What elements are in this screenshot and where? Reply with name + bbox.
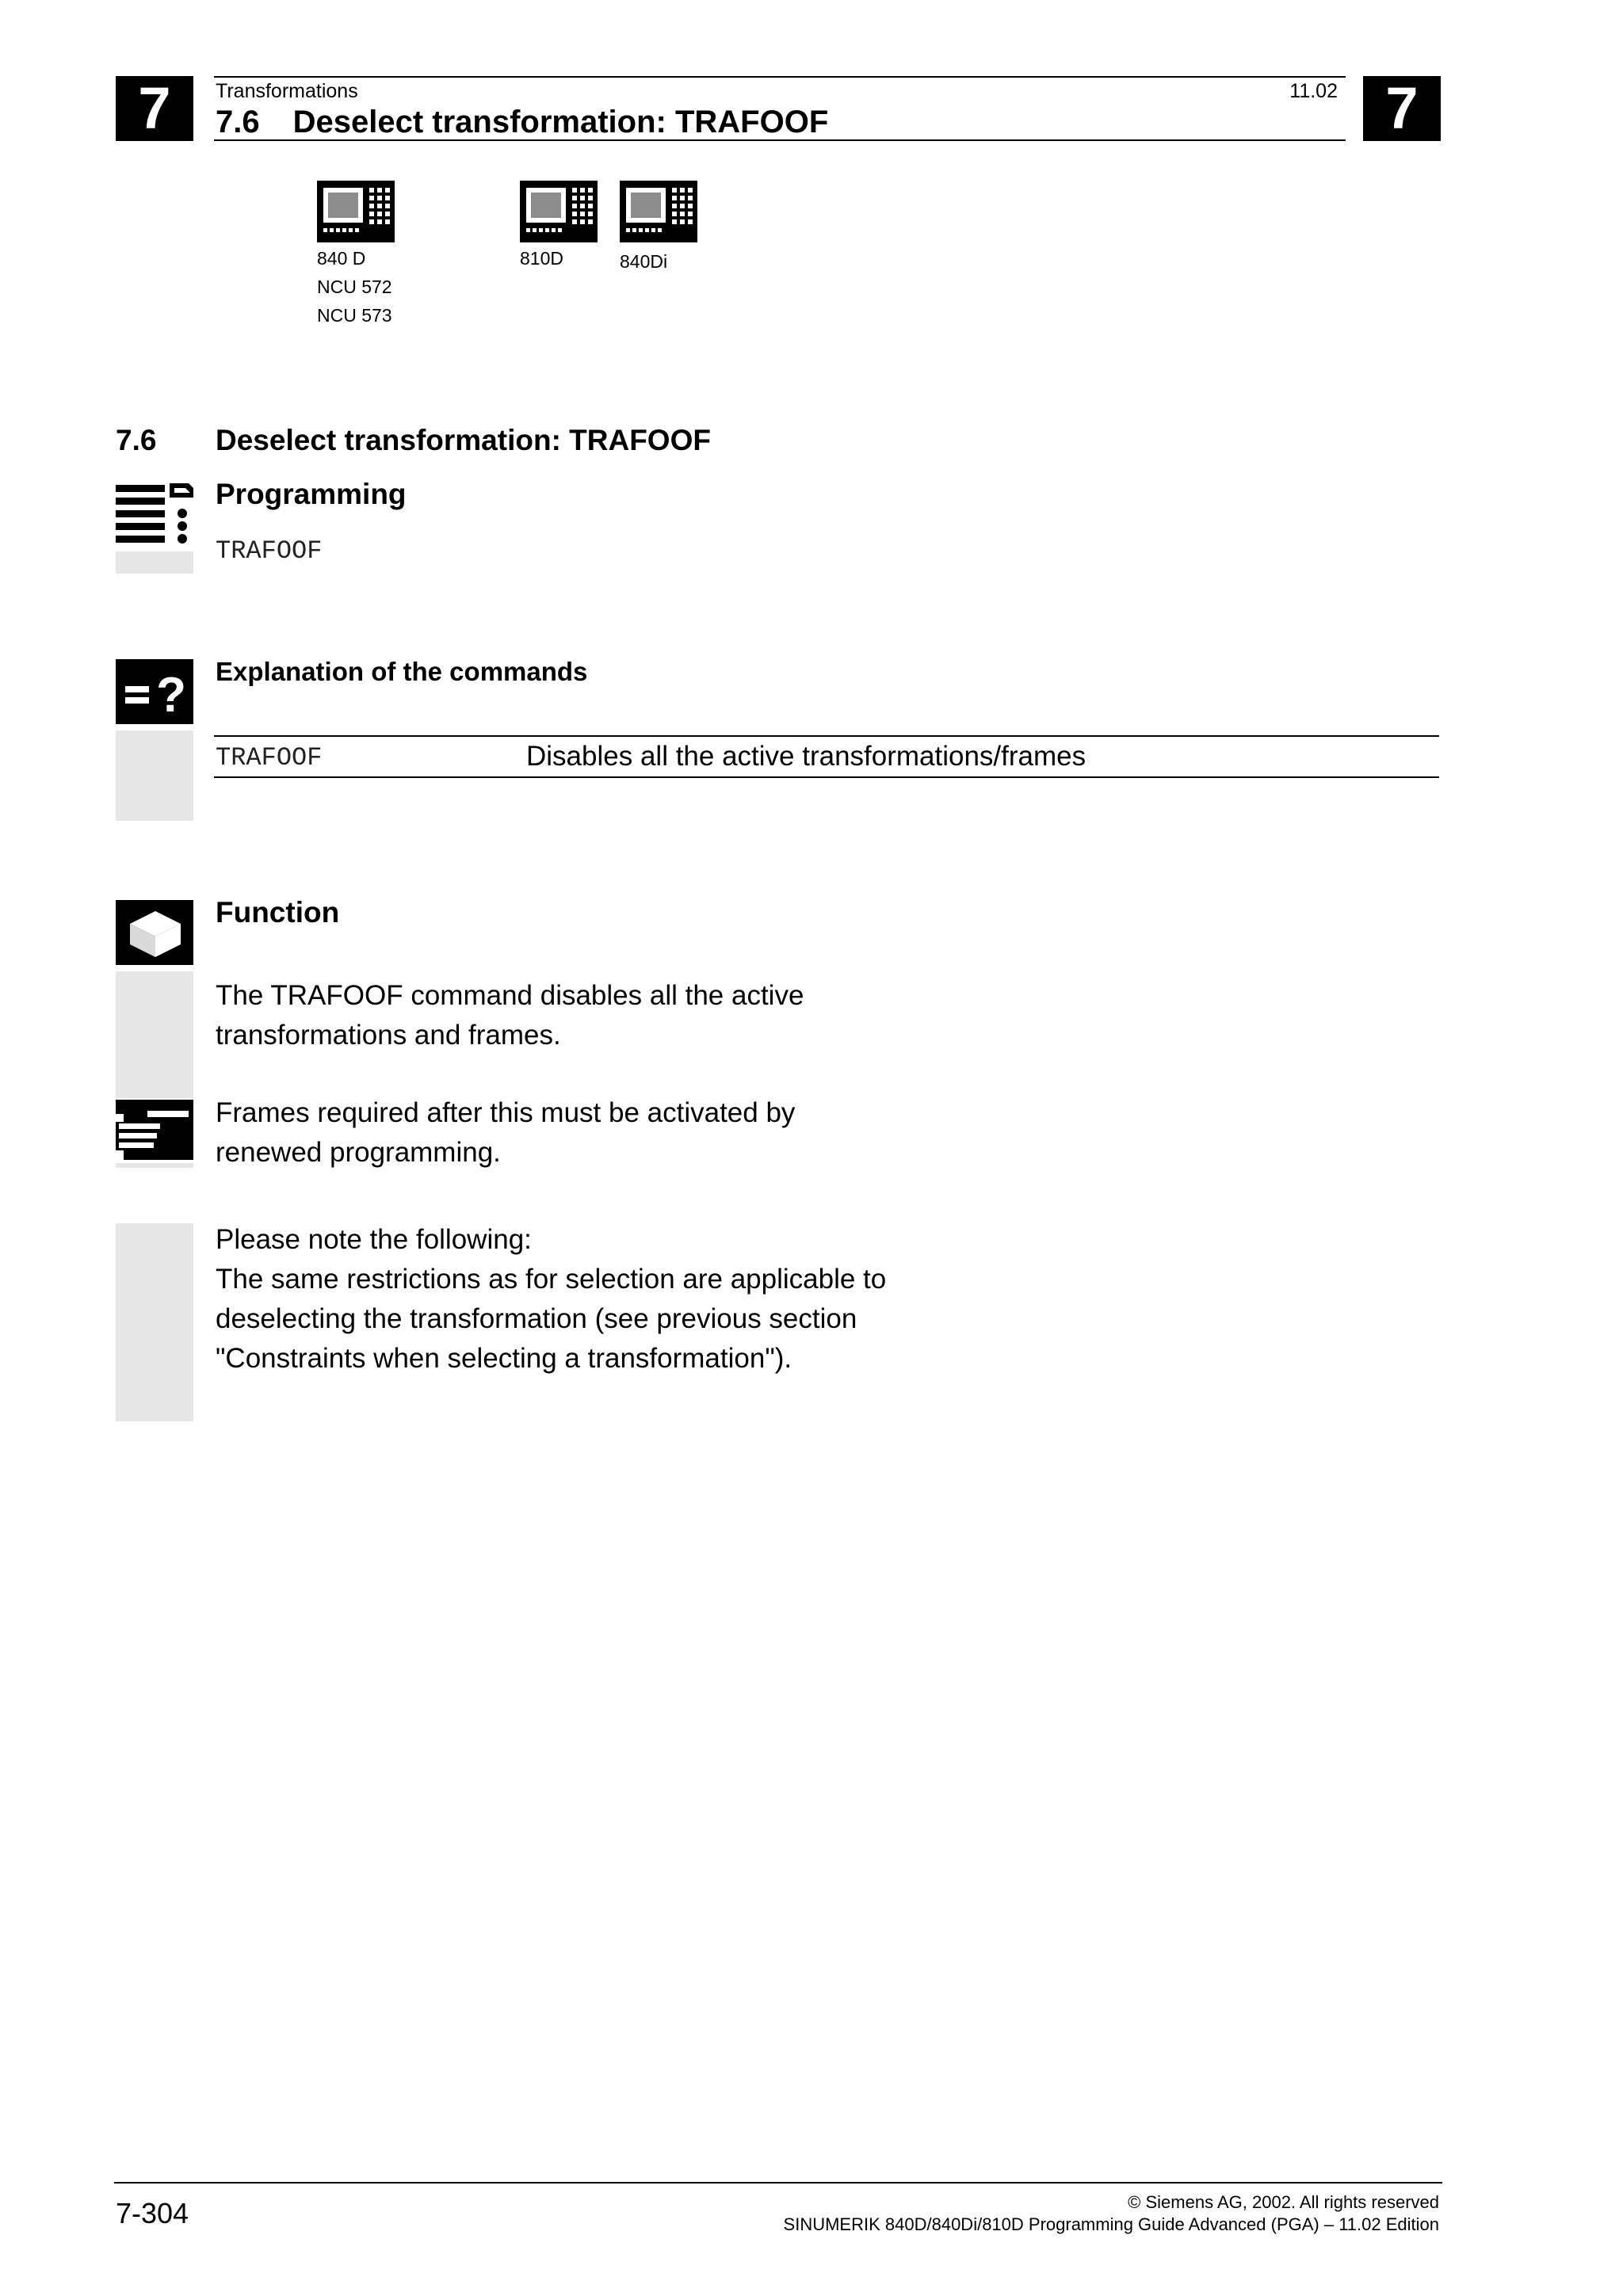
- programming-code: TRAFOOF: [216, 536, 323, 566]
- header-category: Transformations: [216, 80, 358, 102]
- chapter-number-box-right: 7: [1363, 76, 1441, 141]
- paragraph-line: Frames required after this must be activated by: [216, 1097, 796, 1128]
- header-section-title: [216, 105, 828, 139]
- paragraph-line: Please note the following:: [216, 1224, 532, 1255]
- explanation-description: Disables all the active transformations/frames: [526, 741, 1086, 772]
- explanation-command: TRAFOOF: [216, 743, 323, 772]
- explanation-icon: [116, 659, 193, 724]
- control-label-840di: [620, 247, 667, 276]
- header-edition-date: 11.02: [1289, 80, 1338, 102]
- control-label-810d: [520, 244, 563, 273]
- explanation-table-bottom-rule: [214, 776, 1439, 778]
- explanation-heading: Explanation of the commands: [216, 657, 588, 686]
- control-label-line: 840Di: [620, 251, 668, 272]
- footer-publication: SINUMERIK 840D/840Di/810D Programming Guide Advanced (PGA) – 11.02 Edition: [783, 2214, 1439, 2234]
- paragraph-line: deselecting the transformation (see previous section: [216, 1303, 857, 1334]
- control-label-line: 810D: [520, 248, 563, 269]
- function-paragraph-2: [216, 1093, 795, 1173]
- header-section-name: Deselect transformation: TRAFOOF: [292, 105, 829, 139]
- header-top-rule: [214, 76, 1346, 78]
- programming-list-icon: [116, 482, 193, 545]
- section-number: 7.6: [116, 424, 157, 456]
- function-heading: Function: [216, 896, 340, 929]
- sidebar-gray-bar: [116, 730, 193, 821]
- sidebar-gray-bar: [116, 551, 193, 574]
- sidebar-gray-bar: [116, 1223, 193, 1421]
- sidebar-gray-bar: [116, 971, 193, 1098]
- control-label-line: 840 D: [317, 248, 366, 269]
- footer-page-number: 7-304: [116, 2197, 189, 2229]
- control-label-line: NCU 573: [317, 305, 392, 326]
- paragraph-line: "Constraints when selecting a transformation").: [216, 1343, 792, 1374]
- control-label-840d: [317, 244, 392, 330]
- control-panel-icon: [520, 181, 598, 242]
- paragraph-line: renewed programming.: [216, 1137, 501, 1168]
- paragraph-line: transformations and frames.: [216, 1020, 561, 1051]
- chapter-number-box-left: 7: [116, 76, 193, 141]
- function-cube-icon: [116, 900, 193, 965]
- control-label-line: NCU 572: [317, 277, 392, 297]
- pointing-hand-icon: [116, 1100, 193, 1168]
- function-paragraph-1: [216, 976, 804, 1055]
- paragraph-line: The TRAFOOF command disables all the active: [216, 980, 804, 1011]
- paragraph-line: The same restrictions as for selection are applicable to: [216, 1264, 887, 1295]
- function-paragraph-3: [216, 1220, 886, 1379]
- header-section-number: 7.6: [216, 105, 260, 139]
- section-title: Deselect transformation: TRAFOOF: [216, 424, 711, 456]
- footer-copyright: © Siemens AG, 2002. All rights reserved: [1128, 2192, 1439, 2212]
- footer-rule: [114, 2182, 1442, 2183]
- programming-heading: Programming: [216, 478, 407, 510]
- control-panel-icon: [317, 181, 395, 242]
- control-panel-icon: [620, 181, 697, 242]
- header-bottom-rule: [214, 139, 1346, 141]
- svg-text:?: ?: [156, 668, 186, 723]
